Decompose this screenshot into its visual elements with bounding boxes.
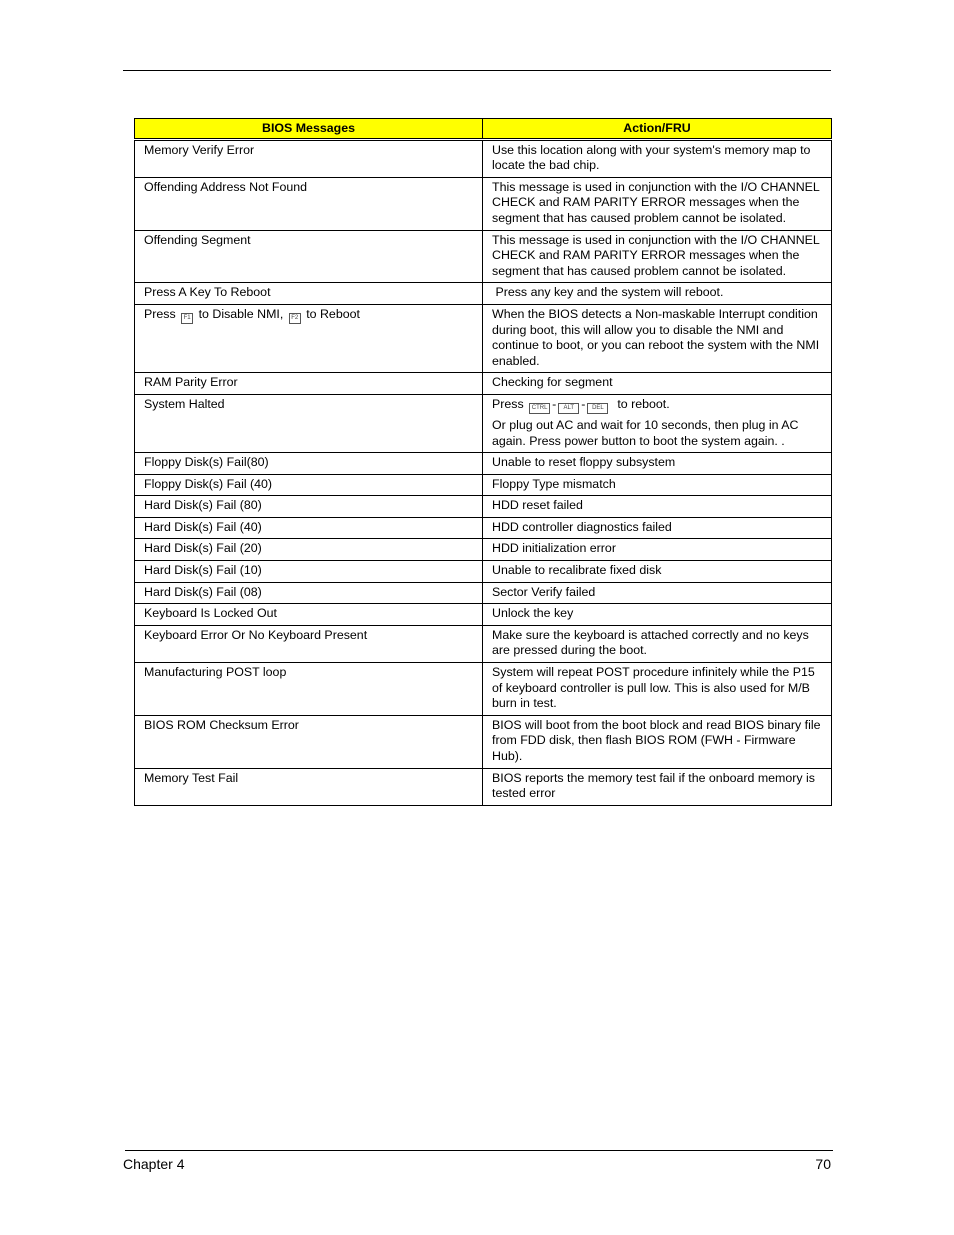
bios-message-cell: Press A Key To Reboot <box>135 283 483 305</box>
bios-message-cell: System Halted <box>135 394 483 452</box>
table-row <box>135 283 832 305</box>
header-rule <box>123 70 831 71</box>
alt-key-icon: ALT <box>558 403 579 414</box>
header-action-fru: Action/FRU <box>483 119 832 140</box>
bios-message-cell: Hard Disk(s) Fail (08) <box>135 582 483 604</box>
bios-message-cell: Hard Disk(s) Fail (80) <box>135 496 483 518</box>
footer-page-number: 70 <box>815 1156 831 1172</box>
table-row <box>135 604 832 626</box>
bios-message-cell: BIOS ROM Checksum Error <box>135 715 483 768</box>
message-text: to Reboot <box>306 306 360 321</box>
action-cell: When the BIOS detects a Non-maskable Interrupt condition during boot, this will allow you to disable the NMI and continue to boot, or you can reboot the system with the NMI enabled. <box>483 304 832 372</box>
action-text: Or plug out AC and wait for 10 seconds, then plug in AC again. Press power button to boot the system again. . <box>492 417 799 448</box>
bios-message-cell <box>135 304 483 372</box>
action-cell <box>483 283 832 305</box>
table-row <box>135 715 832 768</box>
footer-rule <box>125 1150 833 1151</box>
action-cell: Press CTRL - ALT - DEL to reboot. Or plug out AC and wait for 10 seconds, then plug in AC again. Press power button to boot the system again. . <box>483 394 832 452</box>
bios-message-cell: Keyboard Is Locked Out <box>135 604 483 626</box>
action-cell: Make sure the keyboard is attached correctly and no keys are pressed during the boot. <box>483 625 832 662</box>
table-row <box>135 539 832 561</box>
bios-message-cell: Floppy Disk(s) Fail (40) <box>135 474 483 496</box>
del-key-icon: DEL <box>587 403 608 414</box>
table-row <box>135 474 832 496</box>
bios-message-cell: Hard Disk(s) Fail (20) <box>135 539 483 561</box>
table-row <box>135 625 832 662</box>
header-bios-messages: BIOS Messages <box>135 119 483 140</box>
action-cell: Unable to reset floppy subsystem <box>483 453 832 475</box>
table-row <box>135 561 832 583</box>
action-cell: System will repeat POST procedure infinitely while the P15 of keyboard controller is pull low. This is also used for M/B burn in test. <box>483 663 832 716</box>
action-cell: Checking for segment <box>483 373 832 395</box>
action-text: Press any key and the system will reboot. <box>495 285 724 300</box>
table-row <box>135 582 832 604</box>
bios-message-cell: Manufacturing POST loop <box>135 663 483 716</box>
bios-message-cell: Floppy Disk(s) Fail(80) <box>135 453 483 475</box>
action-cell: Unable to recalibrate fixed disk <box>483 561 832 583</box>
footer-chapter: Chapter 4 <box>123 1156 185 1172</box>
action-cell: This message is used in conjunction with the I/O CHANNEL CHECK and RAM PARITY ERROR messages when the segment that has caused problem cannot be isolated. <box>483 177 832 230</box>
bios-message-cell: Hard Disk(s) Fail (10) <box>135 561 483 583</box>
table-row <box>135 139 832 177</box>
bios-messages-table <box>134 118 832 806</box>
action-cell: BIOS will boot from the boot block and read BIOS binary file from FDD disk, then flash BIOS ROM (FWH - Firmware Hub). <box>483 715 832 768</box>
action-text: to reboot. <box>617 396 670 411</box>
table-row <box>135 768 832 805</box>
bios-message-cell: RAM Parity Error <box>135 373 483 395</box>
action-cell: Floppy Type mismatch <box>483 474 832 496</box>
action-cell: BIOS reports the memory test fail if the onboard memory is tested error <box>483 768 832 805</box>
action-cell: HDD controller diagnostics failed <box>483 517 832 539</box>
bios-message-cell: Offending Address Not Found <box>135 177 483 230</box>
table-row <box>135 394 832 452</box>
ctrl-key-icon: CTRL <box>529 403 550 414</box>
f1-key-icon: F1 <box>181 313 193 324</box>
action-cell: Unlock the key <box>483 604 832 626</box>
bios-message-cell: Memory Verify Error <box>135 139 483 177</box>
table-row <box>135 453 832 475</box>
message-text: to Disable NMI, <box>198 306 284 321</box>
action-text: Press <box>492 396 524 411</box>
action-cell: Sector Verify failed <box>483 582 832 604</box>
table-row <box>135 373 832 395</box>
table-header-row <box>135 119 832 140</box>
table-row <box>135 177 832 230</box>
f2-key-icon: F2 <box>289 313 301 324</box>
bios-message-cell: Keyboard Error Or No Keyboard Present <box>135 625 483 662</box>
table-row <box>135 663 832 716</box>
table-row <box>135 230 832 283</box>
table-row <box>135 496 832 518</box>
bios-message-cell: Offending Segment <box>135 230 483 283</box>
action-cell: HDD initialization error <box>483 539 832 561</box>
action-cell: HDD reset failed <box>483 496 832 518</box>
table-row <box>135 517 832 539</box>
action-cell: Use this location along with your system's memory map to locate the bad chip. <box>483 139 832 177</box>
bios-message-cell: Hard Disk(s) Fail (40) <box>135 517 483 539</box>
table-row <box>135 304 832 372</box>
bios-message-cell: Memory Test Fail <box>135 768 483 805</box>
action-cell: This message is used in conjunction with the I/O CHANNEL CHECK and RAM PARITY ERROR messages when the segment that has caused problem cannot be isolated. <box>483 230 832 283</box>
message-text: Press <box>144 306 176 321</box>
